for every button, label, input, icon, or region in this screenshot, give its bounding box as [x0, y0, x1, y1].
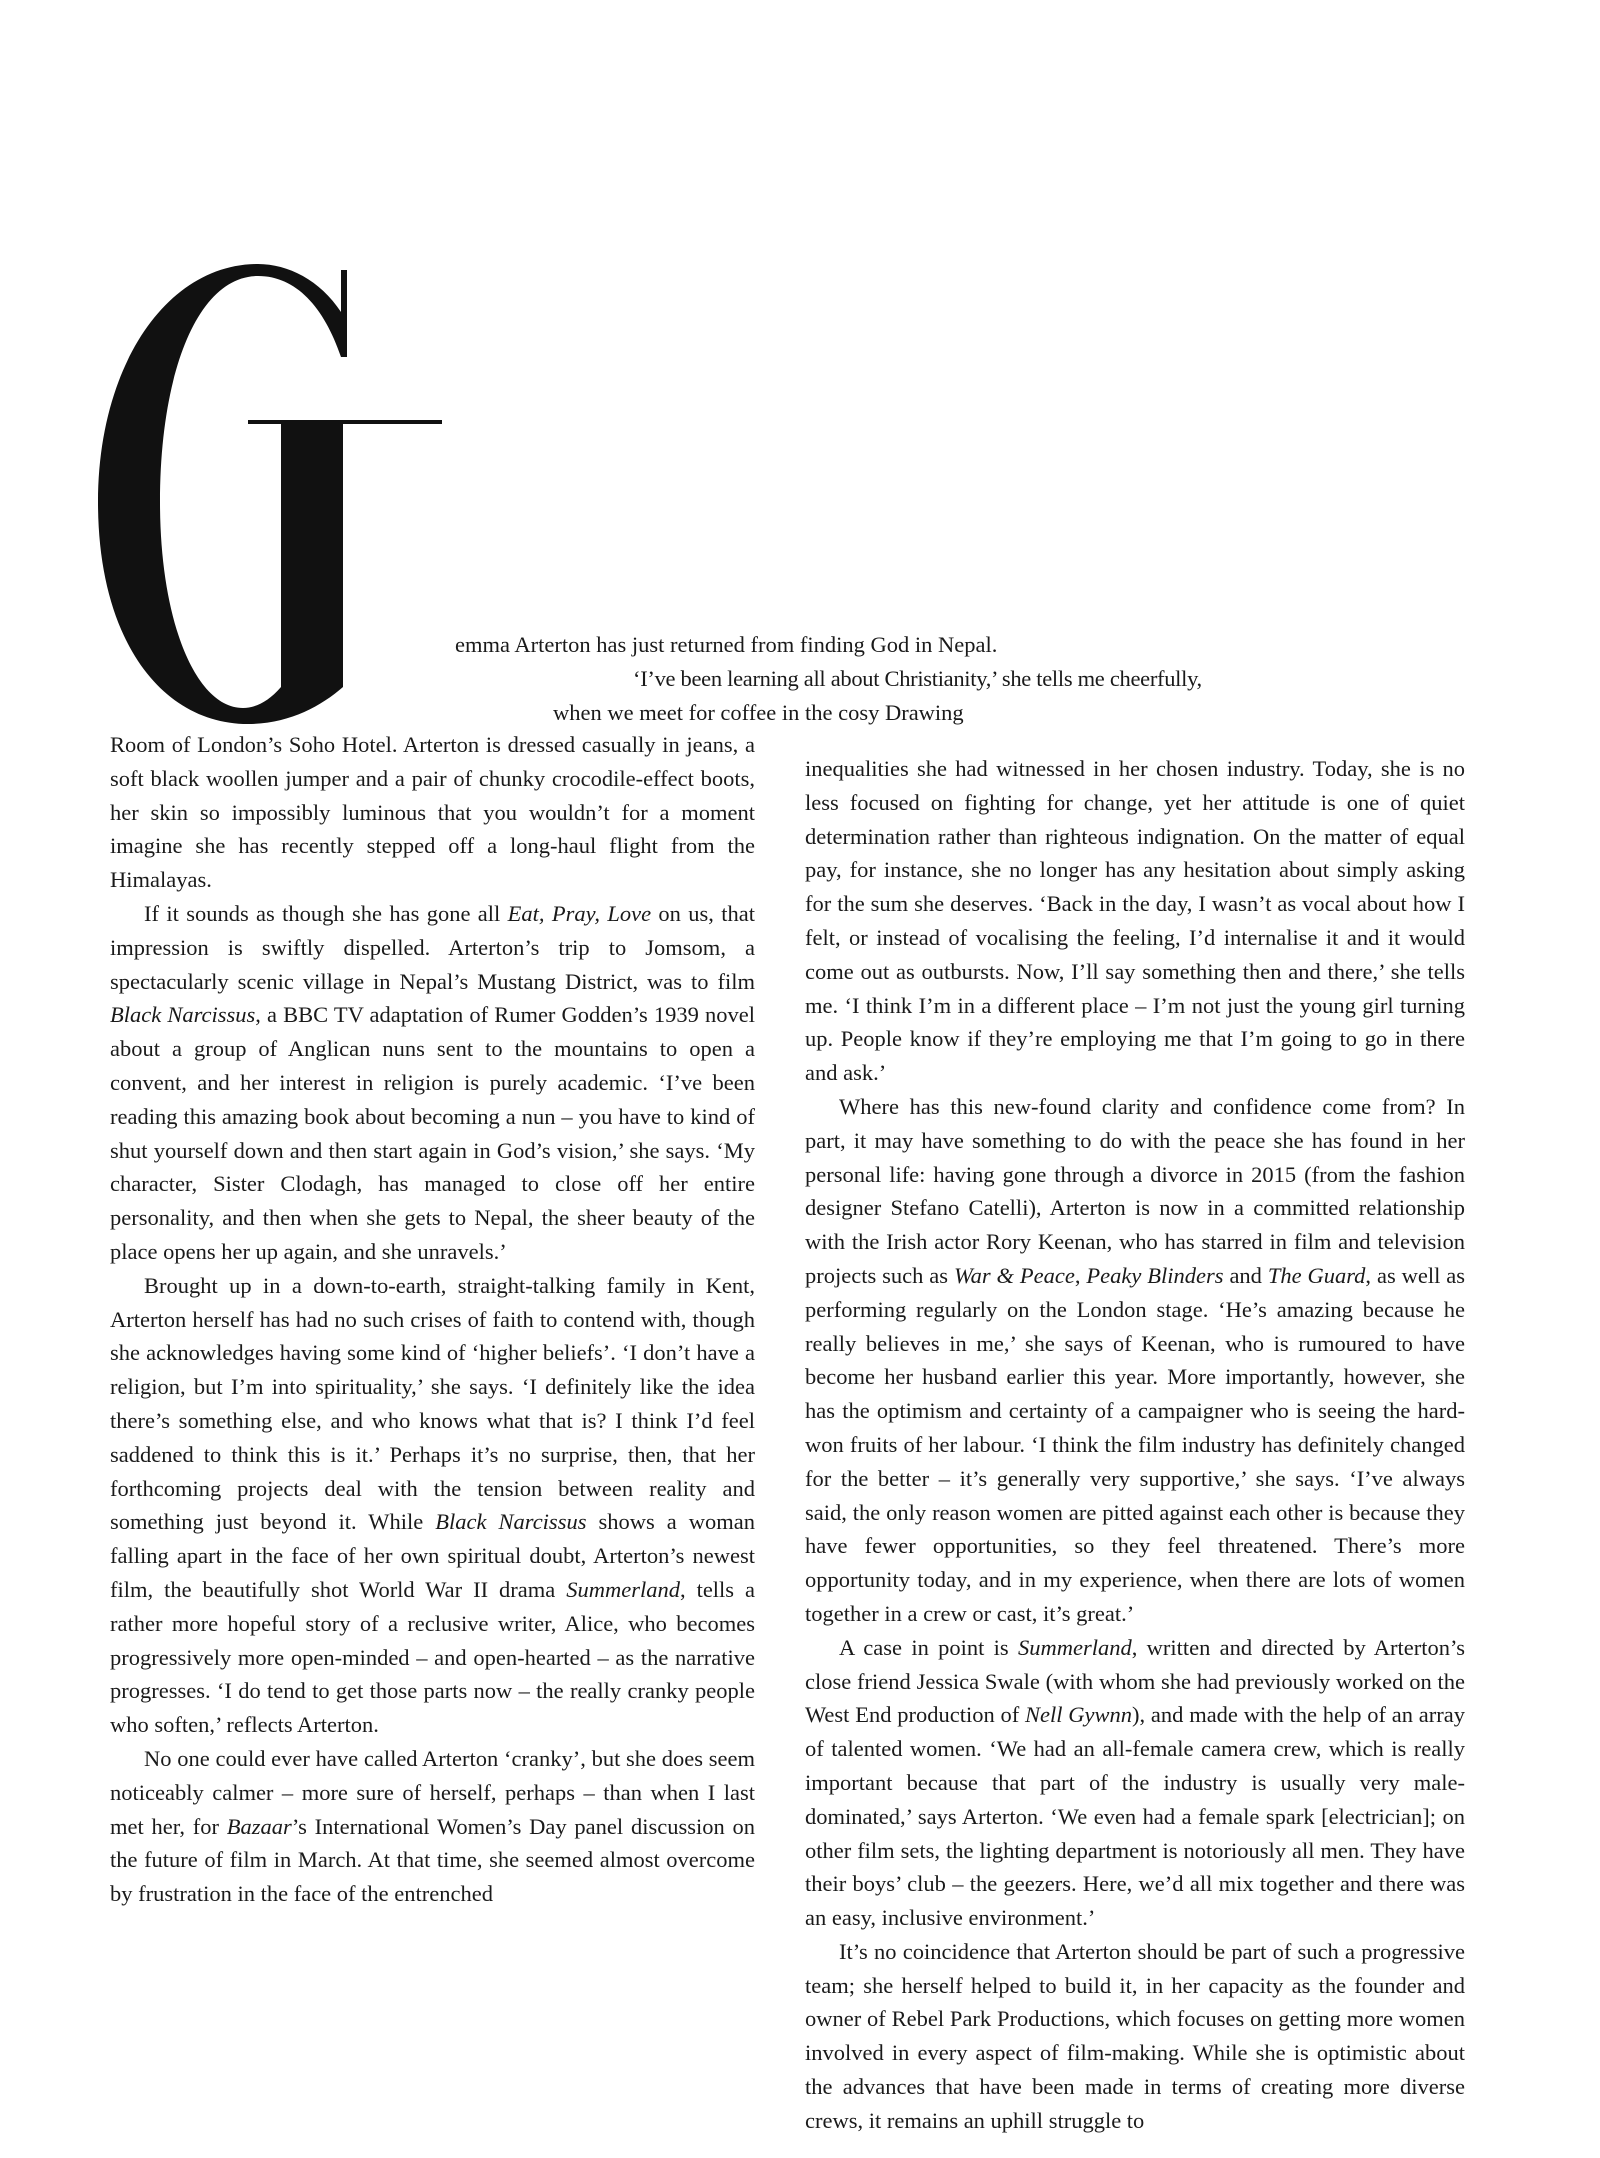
paragraph: Room of London’s Soho Hotel. Arterton is dressed casually in jeans, a soft black woollen jumper and a pair of chunky crocodile-effect boots, her skin so impossibly luminous that you wouldn’t for a moment imagine she has recently stepped off a long-haul flight from the Himalayas. [110, 732, 755, 893]
paragraph: A case in point is Summerland, written and directed by Arterton’s close friend Jessica Swale (with whom she had previously worked on the West End production of Nell Gywnn), and made with the help of an array of talented women. ‘We had an all-female camera crew, which is really important because that part of the industry is usually very male-dominated,’ says Arterton. ‘We even had a female spark [electrician]; on other film sets, the lighting department is notoriously all men. They have their boys’ club – the geezers. Here, we’d all mix together and there was an easy, inclusive environment.’ [805, 1634, 1465, 1931]
left-column [110, 728, 755, 1911]
intro-line-3: when we meet for coffee in the cosy Drawing [553, 700, 964, 725]
right-column [805, 752, 1465, 2138]
intro-line-1: emma Arterton has just returned from finding God in Nepal. [455, 632, 998, 657]
paragraph: No one could ever have called Arterton ‘cranky’, but she does seem noticeably calmer – more sure of herself, perhaps – than when I last met her, for Bazaar’s International Women’s Day panel discussion on the future of film in March. At that time, she seemed almost overcome by frustration in the face of the entrenched [110, 1745, 755, 1907]
drop-cap-g-letter [98, 262, 443, 732]
paragraph: It’s no coincidence that Arterton should be part of such a progressive team; she herself helped to build it, in her capacity as the founder and owner of Rebel Park Productions, which focuses on getting more women involved in every aspect of film-making. While she is optimistic about the advances that have been made in terms of creating more diverse crews, it remains an uphill struggle to [805, 1938, 1465, 2133]
paragraph: If it sounds as though she has gone all Eat, Pray, Love on us, that impression is swiftly dispelled. Arterton’s trip to Jomsom, a spectacularly scenic village in Nepal’s Mustang District, was to film Black Narcissus, a BBC TV adaptation of Rumer Godden’s 1939 novel about a group of Anglican nuns sent to the mountains to open a convent, and her interest in religion is purely academic. ‘I’ve been reading this amazing book about becoming a nun – you have to kind of shut yourself down and then start again in God’s vision,’ she says. ‘My character, Sister Clodagh, has managed to close off her entire personality, and then when she gets to Nepal, the sheer beauty of the place opens her up again, and she unravels.’ [110, 900, 755, 1264]
paragraph: Brought up in a down-to-earth, straight-talking family in Kent, Arterton herself has had no such crises of faith to contend with, though she acknowledges having some kind of ‘higher beliefs’. ‘I don’t have a religion, but I’m into spirituality,’ she says. ‘I definitely like the idea there’s something else, and who knows what that is? I think I’d feel saddened to think this is it.’ Perhaps it’s no surprise, then, that her forthcoming projects deal with the tension between reality and something just beyond it. While Black Narcissus shows a woman falling apart in the face of her own spiritual doubt, Arterton’s newest film, the beautifully shot World War II drama Summerland, tells a rather more hopeful story of a reclusive writer, Alice, who becomes progressively more open-minded – and open-hearted – as the narrative progresses. ‘I do tend to get those parts now – the really cranky people who soften,’ reflects Arterton. [110, 1272, 756, 1738]
intro-line-2: ‘I’ve been learning all about Christianity,’ she tells me cheerfully, [633, 666, 1202, 691]
paragraph: inequalities she had witnessed in her chosen industry. Today, she is no less focused on fighting for change, yet her attitude is one of quiet determination rather than righteous indignation. On the matter of equal pay, for instance, she no longer has any hesitation about simply asking for the sum she deserves. ‘Back in the day, I wasn’t as vocal about how I felt, or instead of vocalising the feeling, I’d internalise it and it would come out as outbursts. Now, I’ll say something then and there,’ she tells me. ‘I think I’m in a different place – I’m not just the young girl turning up. People know if they’re employing me that I’m going to go in there and ask.’ [805, 756, 1465, 1086]
paragraph: Where has this new-found clarity and confidence come from? In part, it may have something to do with the peace she has found in her personal life: having gone through a divorce in 2015 (from the fashion designer Stefano Catelli), Arterton is now in a committed relationship with the Irish actor Rory Keenan, who has starred in film and television projects such as War & Peace, Peaky Blinders and The Guard, as well as performing regularly on the London stage. ‘He’s amazing because he really believes in me,’ she says of Keenan, who is rumoured to have become her husband earlier this year. More importantly, however, she has the optimism and certainty of a campaigner who is seeing the hard-won fruits of her labour. ‘I think the film industry has definitely changed for the better – it’s generally very supportive,’ she says. ‘I’ve always said, the only reason women are pitted against each other is because they have fewer opportunities, so they feel threatened. There’s more opportunity today, and in my experience, when there are lots of women together in a crew or cast, it’s great.’ [805, 1093, 1465, 1626]
